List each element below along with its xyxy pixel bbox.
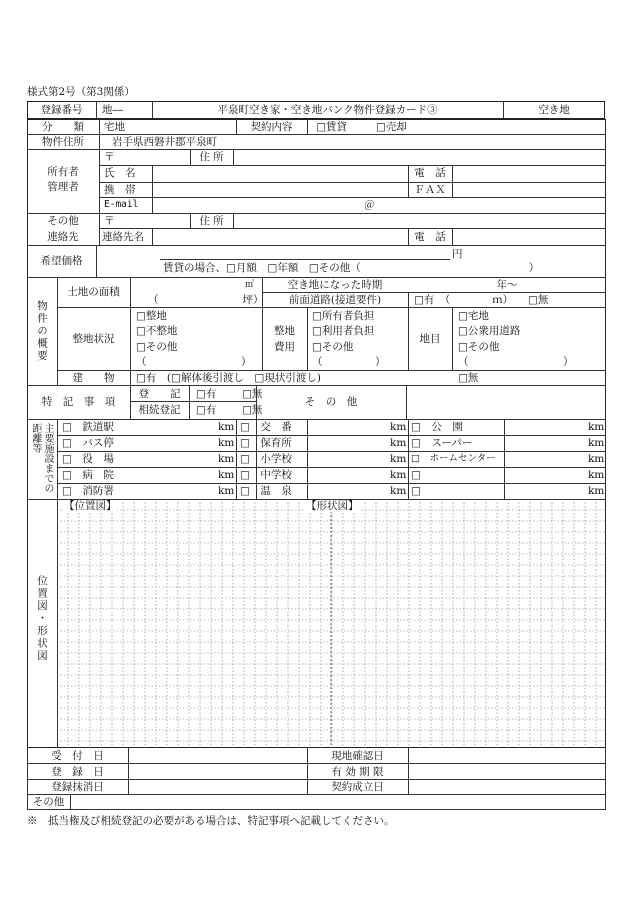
grading-label: 整地状況 (72, 333, 115, 345)
km-unit: km (588, 485, 605, 497)
grading-option-3[interactable]: □その他 (136, 341, 178, 353)
land-category-option-4[interactable]: （ ） (458, 356, 574, 368)
grading-option-1[interactable]: □整地 (136, 310, 167, 322)
km-unit: km (218, 437, 235, 449)
contract-date-label: 契約成立日 (331, 781, 384, 793)
km-unit: km (588, 469, 605, 481)
owner-phone-label: 電 話 (414, 167, 446, 179)
distance-col2-4[interactable]: □ 中学校 (240, 469, 292, 481)
grading-option-4[interactable]: （ ） (136, 356, 252, 368)
owner-email-label: E-mail (104, 199, 139, 210)
distance-col1-5[interactable]: □ 消防署 (62, 485, 114, 497)
distance-col3-5[interactable]: □ (411, 485, 421, 497)
distance-side-label: 主要施設までの距離等 (30, 423, 53, 493)
owner-label-2: 管理者 (47, 181, 79, 193)
other-contact-label-1: その他 (47, 215, 79, 227)
grading-cost-option-3[interactable]: □その他 (312, 341, 354, 353)
remarks-other-label: そ の 他 (304, 396, 358, 408)
valid-until-label: 有 効 期 限 (331, 766, 384, 778)
land-area-label: 土地の面積 (67, 286, 120, 298)
classification-value[interactable]: 宅地 (104, 121, 125, 133)
form-number: 様式第2号（第3関係） (27, 86, 135, 98)
registry-no[interactable]: □無 (242, 388, 263, 400)
other-phone-label: 電 話 (414, 231, 446, 243)
km-unit: km (390, 453, 407, 465)
rental-period-text[interactable]: 賃貸の場合、□月額 □年額 □その他（ ） (163, 262, 540, 274)
distance-col3-3[interactable]: □ ホームセンター (411, 453, 496, 464)
building-yes[interactable]: □有 (□解体後引渡し □現状引渡し) (136, 372, 321, 384)
registry-yes[interactable]: □有 (196, 388, 217, 400)
other-postal-mark: 〒 (104, 215, 115, 227)
distance-col1-2[interactable]: □ バス停 (62, 437, 114, 449)
owner-fax-label: ＦＡＸ (414, 184, 446, 196)
grading-cost-option-2[interactable]: □利用者負担 (312, 325, 375, 337)
owner-label-1: 所有者 (47, 166, 79, 178)
frontage-label: 前面道路(接道要件) (288, 294, 382, 306)
inherit-yes[interactable]: □有 (196, 404, 217, 416)
shape-map-label: 【形状図】 (306, 500, 359, 512)
km-unit: km (588, 421, 605, 433)
frontage-yes[interactable]: □有 （ ｍ） (414, 294, 514, 306)
footnote: ※ 抵当権及び相続登記の必要がある場合は、特記事項へ記載してください。 (27, 815, 395, 827)
sqm-unit: ㎡ (245, 280, 255, 290)
km-unit: km (390, 485, 407, 497)
km-unit: km (588, 453, 605, 465)
vacant-since-value[interactable]: 年～ (496, 279, 518, 291)
grading-cost-label-1: 整地 (274, 325, 295, 337)
distance-col1-1[interactable]: □ 鉄道駅 (62, 421, 114, 433)
distance-col2-5[interactable]: □ 温 泉 (240, 485, 292, 497)
distance-col2-3[interactable]: □ 小学校 (240, 453, 292, 465)
other-address-label: 住 所 (199, 215, 224, 227)
price-label: 希望価格 (40, 255, 83, 267)
site-check-date-label: 現地確認日 (331, 750, 384, 762)
other-contact-label-2: 連絡先 (47, 231, 79, 243)
distance-col1-3[interactable]: □ 役 場 (62, 453, 114, 465)
grading-cost-option-1[interactable]: □所有者負担 (312, 310, 375, 322)
distance-col2-2[interactable]: □ 保育所 (240, 437, 292, 449)
tsubo-unit: （ 坪） (148, 294, 264, 306)
km-unit: km (218, 453, 235, 465)
owner-name-label: 氏 名 (104, 167, 136, 179)
received-date-label: 受 付 日 (51, 750, 104, 762)
deleted-date-label: 登録抹消日 (51, 781, 104, 793)
inherit-label: 相続登記 (138, 404, 181, 416)
registration-number-value[interactable]: 地― (102, 104, 123, 116)
land-category-option-3[interactable]: □その他 (458, 341, 500, 353)
distance-col2-1[interactable]: □ 交 番 (240, 421, 292, 433)
land-category-option-2[interactable]: □公衆用道路 (458, 325, 521, 337)
km-unit: km (218, 421, 235, 433)
contract-sale-checkbox[interactable]: □売却 (376, 121, 407, 133)
owner-mobile-label: 携 帯 (104, 184, 136, 196)
form-title: 平泉町空き家・空き地バンク物件登録カード③ (217, 104, 438, 116)
grading-cost-option-4[interactable]: （ ） (312, 356, 386, 368)
km-unit: km (390, 469, 407, 481)
registered-date-label: 登 録 日 (51, 766, 104, 778)
maps-side-label: 位置図・形状図 (36, 575, 48, 663)
frontage-no[interactable]: □無 (528, 294, 549, 306)
registry-label: 登 記 (138, 388, 181, 400)
property-address-label: 物件住所 (42, 136, 84, 148)
inherit-no[interactable]: □無 (242, 404, 263, 416)
contact-name-label: 連絡先名 (102, 231, 144, 243)
distance-col3-4[interactable]: □ (411, 469, 421, 481)
property-address-value[interactable]: 岩手県西磐井郡平泉町 (112, 136, 217, 148)
land-category-label: 地目 (419, 333, 441, 345)
km-unit: km (218, 469, 235, 481)
distance-col1-4[interactable]: □ 病 院 (62, 469, 114, 481)
building-label: 建 物 (72, 372, 115, 384)
building-no[interactable]: □無 (458, 372, 479, 384)
footer-other-label: その他 (32, 796, 65, 808)
contract-type-label: 契約内容 (250, 121, 293, 133)
owner-address-label: 住 所 (199, 151, 224, 163)
classification-label: 分 類 (42, 121, 84, 133)
type-badge: 空き地 (538, 104, 570, 116)
owner-postal-mark: 〒 (104, 151, 115, 163)
map-grid[interactable] (57, 499, 606, 748)
km-unit: km (218, 485, 235, 497)
vacant-since-label: 空き地になった時期 (287, 279, 383, 291)
km-unit: km (390, 421, 407, 433)
registration-number-label: 登録番号 (40, 104, 83, 116)
remarks-label: 特 記 事 項 (41, 396, 116, 408)
grading-option-2[interactable]: □不整地 (136, 325, 178, 337)
km-unit: km (390, 437, 407, 449)
distance-col3-1[interactable]: □ 公 園 (411, 421, 463, 433)
land-category-option-1[interactable]: □宅地 (458, 310, 489, 322)
km-unit: km (588, 437, 605, 449)
distance-col3-2[interactable]: □ スーパー (411, 437, 473, 449)
location-map-label: 【位置図】 (64, 500, 117, 512)
contract-rent-checkbox[interactable]: □賃貸 (316, 121, 347, 133)
overview-side-label: 物件の概要 (36, 300, 48, 363)
at-mark: ＠ (364, 199, 375, 211)
price-yen: 円 (452, 248, 463, 260)
grading-cost-label-2: 費用 (274, 341, 295, 353)
